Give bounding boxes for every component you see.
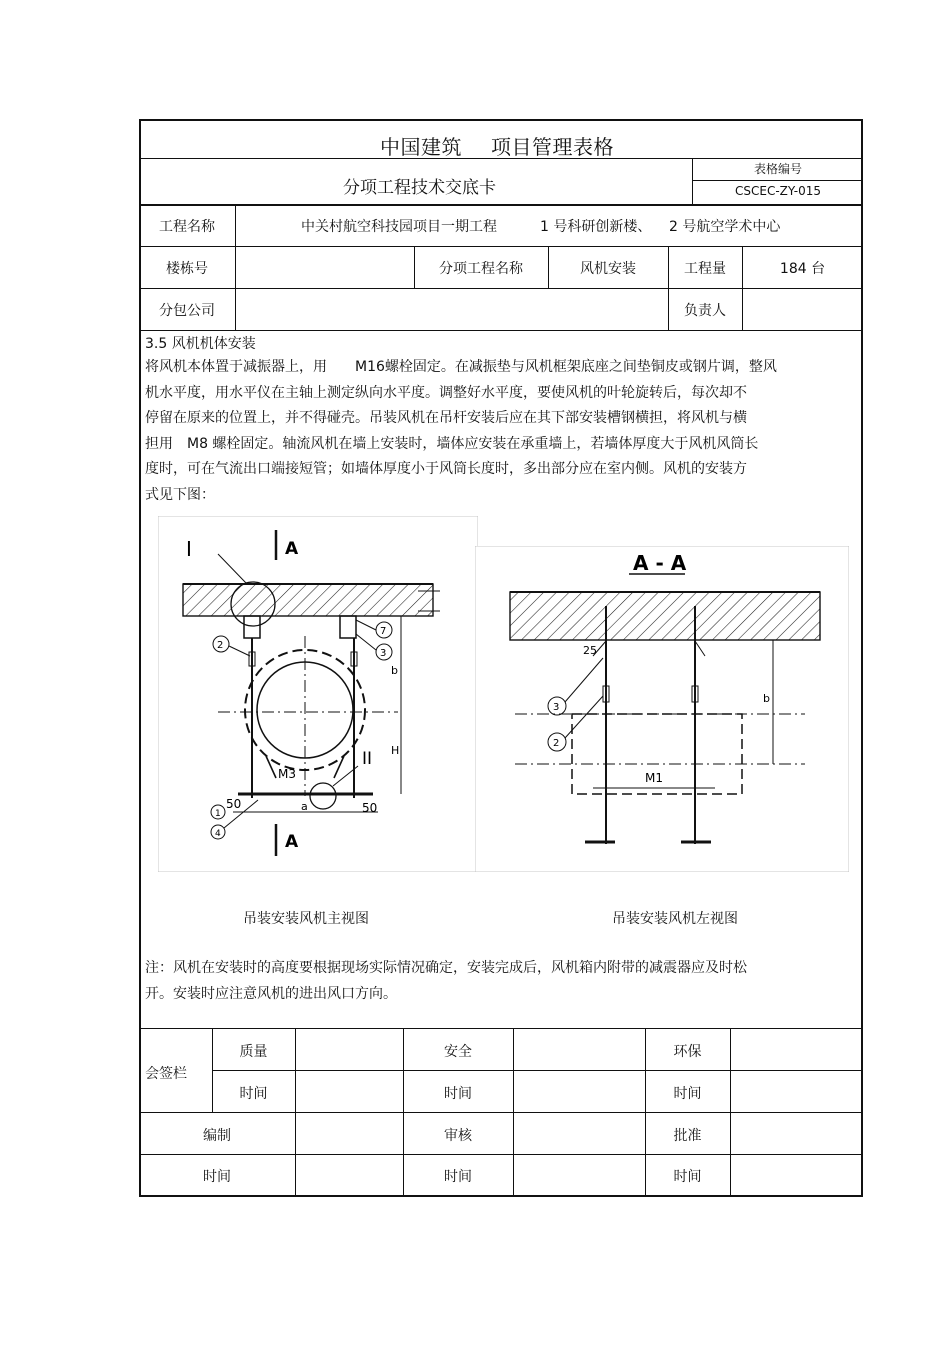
rule [692, 180, 863, 181]
section-aa-title: A - A [633, 551, 687, 575]
quality-label: 质量 [239, 1044, 268, 1060]
title-right: 项目管理表格 [491, 135, 614, 159]
rule [139, 1112, 863, 1113]
paragraph-line: 担用 M8 螺栓固定。轴流风机在墙上安装时，墙体应安装在承重墙上，若墙体厚度大于风机风筒长 [145, 435, 759, 452]
callout-4: 4 [215, 829, 221, 839]
callout-7: 7 [380, 626, 387, 637]
quantity-label: 工程量 [684, 261, 726, 277]
callout-3: 3 [380, 648, 387, 659]
time-label: 时间 [673, 1086, 702, 1102]
form-no-label: 表格编号 [753, 162, 802, 176]
env-label: 环保 [673, 1044, 702, 1060]
subcontractor-label: 分包公司 [159, 303, 215, 319]
time-label: 时间 [444, 1169, 472, 1185]
section-a-top-label: A [285, 539, 299, 559]
detail-ii-label: II [362, 749, 373, 769]
rule [139, 246, 863, 247]
project-name-part-1: 中关村航空科技园项目一期工程 [301, 219, 497, 235]
rule [212, 1070, 863, 1071]
dim-50-right: 50 [362, 801, 378, 815]
paragraph-line: 式见下图： [145, 486, 215, 503]
building-label: 楼栋号 [166, 261, 208, 277]
section-a-bottom-label: A [285, 832, 299, 852]
callout-1: 1 [215, 809, 221, 819]
title-left: 中国建筑 [380, 135, 462, 159]
form-no-value: CSCEC-ZY-015 [734, 184, 822, 198]
rule [139, 1154, 863, 1155]
time-label: 时间 [444, 1086, 472, 1102]
dim-a-label: a [301, 800, 308, 813]
countersign-label: 会签栏 [145, 1066, 187, 1082]
fan-side-view-drawing [475, 546, 849, 872]
callout-2-right: 2 [553, 738, 560, 749]
paragraph-line: 停留在原来的位置上，并不得碰壳。吊装风机在吊杆安装后应在其下部安装槽钢横担，将风机与横 [145, 410, 747, 426]
rule [235, 205, 236, 330]
m3-label: M3 [278, 767, 296, 781]
note-paragraph [145, 956, 835, 1007]
compile-label: 编制 [203, 1128, 231, 1144]
rule [730, 1028, 731, 1196]
rule [139, 288, 863, 289]
rule [139, 204, 863, 206]
m1-label: M1 [645, 771, 663, 785]
rule [295, 1028, 296, 1196]
dim-h-label: H [391, 744, 400, 757]
callout-2: 2 [217, 640, 224, 651]
section-title: 3.5 风机机体安装 [145, 336, 256, 352]
note-line: 注：风机在安装时的高度要根据现场实际情况确定，安装完成后，风机箱内附带的减震器应及时松 [145, 960, 747, 976]
paragraph-line: 将风机本体置于减振器上，用 M16螺栓固定。在减振垫与风机框架底座之间垫铜皮或钢片调，整风 [145, 359, 777, 375]
callout-3-right: 3 [553, 702, 560, 713]
dim-25-label: 25 [583, 644, 597, 657]
left-figure-caption: 吊装安装风机主视图 [243, 911, 369, 927]
dim-50-left: 50 [226, 797, 242, 811]
dim-b-label: b [391, 664, 398, 677]
time-label: 时间 [673, 1169, 702, 1185]
rule [139, 1028, 863, 1029]
note-line: 开。安装时应注意风机的进出风口方向。 [145, 985, 397, 1002]
time-label: 时间 [203, 1169, 231, 1185]
responsible-label: 负责人 [684, 303, 726, 319]
paragraph-line: 度时，可在气流出口端接短管；如墙体厚度小于风筒长度时，多出部分应在室内侧。风机的安装方 [145, 461, 747, 477]
approve-label: 批准 [673, 1128, 702, 1144]
subproject-value: 风机安装 [580, 261, 636, 277]
project-name-part-2: 1 号科研创新楼、 [540, 219, 652, 235]
fan-front-view-drawing [158, 516, 478, 872]
project-name-part-3: 2 号航空学术中心 [669, 219, 781, 235]
dim-b-label-right: b [763, 692, 770, 705]
form-title: 分项工程技术交底卡 [343, 178, 496, 198]
review-label: 审核 [444, 1128, 472, 1144]
rule [513, 1028, 514, 1196]
project-name-label: 工程名称 [159, 219, 215, 235]
subproject-label: 分项工程名称 [439, 261, 523, 277]
quantity-value: 184 台 [779, 261, 826, 277]
right-figure-caption: 吊装安装风机左视图 [612, 911, 738, 927]
detail-i-label: I [186, 537, 192, 561]
rule [139, 330, 863, 331]
paragraph-line: 机水平度，用水平仪在主轴上测定纵向水平度。调整好水平度，要使风机的叶轮旋转后，每次却不 [145, 384, 747, 401]
body-paragraph [145, 355, 835, 508]
safety-label: 安全 [444, 1044, 472, 1060]
time-label: 时间 [239, 1086, 268, 1102]
